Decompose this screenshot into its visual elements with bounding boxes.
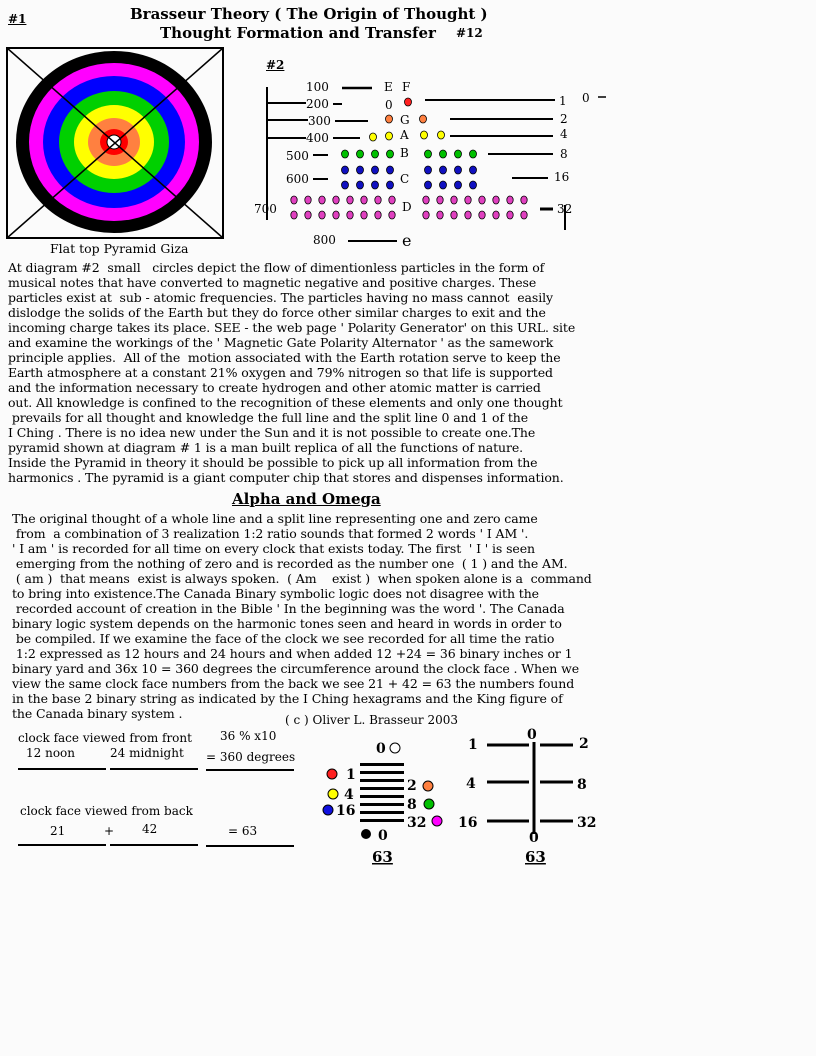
hex-left-4: 4 [344, 787, 354, 803]
text-line: ' I am ' is recorded for all time on every clock that exists today. The first ' I ' is seen [12, 541, 535, 556]
king-left-16: 16 [458, 815, 478, 831]
note-0: 0 [385, 98, 393, 112]
king-total: 63 [525, 848, 546, 866]
text-line: harmonics . The pyramid is a giant computer chip that stores and dispenses information. [8, 470, 564, 485]
note-C: C [400, 172, 410, 186]
label-600: 600 [286, 172, 309, 186]
clock-back-label: clock face viewed from back [20, 804, 193, 818]
king-right-2: 2 [579, 736, 589, 752]
king-right-8: 8 [577, 777, 587, 793]
hex-left-16: 16 [336, 803, 356, 819]
section-heading: Alpha and Omega [232, 490, 381, 508]
text-line: from a combination of 3 realization 1:2 ratio sounds that formed 2 words ' I AM '. [12, 526, 529, 541]
clock-back-plus: + [104, 824, 115, 838]
right-label-1: 1 [559, 94, 567, 108]
text-line: recorded account of creation in the Bible ' In the beginning was the word '. The Canada [12, 601, 565, 616]
hex-total: 63 [372, 848, 393, 866]
text-line: ( am ) that means exist is always spoken. ( Am exist ) when spoken alone is a command [12, 571, 592, 586]
clock-back-42: 42 [142, 822, 158, 836]
king-left-4: 4 [466, 776, 476, 792]
right-label-2: 2 [560, 112, 568, 126]
text-line: emerging from the nothing of zero and is recorded as the number one ( 1 ) and the AM. [12, 556, 568, 571]
text-line: 1:2 expressed as 12 hours and 24 hours and when added 12 +24 = 36 binary inches or 1 [12, 646, 573, 661]
note-F: F [402, 80, 411, 94]
label-700: 700 [254, 202, 277, 216]
paragraph-2 [12, 511, 592, 721]
page-subtitle: Thought Formation and Transfer [160, 24, 436, 42]
clock-midnight: 24 midnight [110, 746, 184, 760]
label-500: 500 [286, 149, 309, 163]
hex-right-8: 8 [407, 797, 417, 813]
note-B: B [400, 146, 409, 160]
text-line: pyramid shown at diagram # 1 is a man built replica of all the functions of nature. [8, 440, 523, 455]
label-200: 200 [306, 97, 329, 111]
hex-right-2: 2 [407, 778, 417, 794]
text-line: Earth atmosphere at a constant 21% oxygen and 79% nitrogen so that life is supported [8, 365, 553, 380]
king-bottom-0: 0 [529, 830, 539, 846]
text-line: binary logic system depends on the harmonic tones seen and heard in words in order to [12, 616, 562, 631]
hex-left-1: 1 [346, 767, 356, 783]
text-line: principle applies. All of the motion associated with the Earth rotation serve to keep the [8, 350, 561, 365]
diagram1-tag: #1 [8, 12, 27, 26]
clock-noon: 12 noon [26, 746, 75, 760]
title-tag: #12 [456, 26, 483, 40]
text-line: I Ching . There is no idea new under the Sun and it is not possible to create one.The [8, 425, 536, 440]
hex-bottom-0: 0 [378, 828, 388, 844]
text-line: musical notes that have converted to magnetic negative and positive charges. These [8, 275, 537, 290]
note-E: E [384, 80, 393, 94]
text-line: and the information necessary to create hydrogen and other atomic matter is carried [8, 380, 541, 395]
note-D: D [402, 200, 412, 214]
note-e: e [402, 231, 412, 250]
right-label-8: 8 [560, 147, 568, 161]
clock-back-21: 21 [50, 824, 66, 838]
paragraph-1 [8, 260, 575, 485]
text-line: view the same clock face numbers from the back we see 21 + 42 = 63 the numbers found [12, 676, 575, 691]
label-100: 100 [306, 80, 329, 94]
diagram2-tag: #2 [266, 58, 285, 72]
text-line: be compiled. If we examine the face of the clock we see recorded for all time the ratio [12, 631, 555, 646]
text-line: binary yard and 36x 10 = 360 degrees the circumference around the clock face . When we [12, 661, 580, 676]
text-line: in the base 2 binary string as indicated by the I Ching hexagrams and the King figure of [12, 691, 563, 706]
label-300: 300 [308, 114, 331, 128]
text-line: Inside the Pyramid in theory it should be possible to pick up all information from the [8, 455, 538, 470]
label-800: 800 [313, 233, 336, 247]
note-A: A [400, 128, 409, 142]
hexagram-diagram [318, 736, 448, 868]
text-line: dislodge the solids of the Earth but they do force other similar charges to exit and the [8, 305, 546, 320]
king-left-1: 1 [468, 737, 478, 753]
copyright: ( c ) Oliver L. Brasseur 2003 [285, 713, 459, 727]
text-line: incoming charge takes its place. SEE - the web page ' Polarity Generator' on this URL. site [8, 320, 576, 335]
king-right-32: 32 [577, 815, 597, 831]
text-line: and examine the workings of the ' Magnetic Gate Polarity Alternator ' as the samework [8, 335, 554, 350]
note-G: G [400, 113, 410, 127]
text-line: to bring into existence.The Canada Binary symbolic logic does not disagree with the [12, 586, 539, 601]
king-top-0: 0 [527, 727, 537, 743]
pyramid-caption: Flat top Pyramid Giza [50, 241, 189, 256]
clock-front-label: clock face viewed from front [18, 731, 192, 745]
clock-back-63: = 63 [228, 824, 258, 838]
right-label-32: 32 [557, 202, 573, 216]
right-label-0: 0 [582, 91, 590, 105]
king-figure-diagram [455, 724, 605, 869]
text-line: the Canada binary system . [12, 706, 183, 721]
pyramid-diagram [6, 47, 226, 241]
frequency-scale-diagram [250, 75, 610, 250]
text-line: prevails for all thought and knowledge the full line and the split line 0 and 1 of the [8, 410, 529, 425]
clock-front-factor: 36 % x10 [220, 729, 277, 743]
text-line: particles exist at sub - atomic frequencies. The particles having no mass cannot easily [8, 290, 553, 305]
text-line: The original thought of a whole line and a split line representing one and zero came [12, 511, 538, 526]
clock-degrees: = 360 degrees [206, 750, 296, 764]
text-line: At diagram #2 small circles depict the flow of dimentionless particles in the form of [8, 260, 545, 275]
text-line: out. All knowledge is confined to the recognition of these elements and only one thought [8, 395, 563, 410]
right-label-4: 4 [560, 127, 568, 141]
page-title: Brasseur Theory ( The Origin of Thought ) [130, 5, 488, 23]
hex-right-32: 32 [407, 815, 427, 831]
label-400: 400 [306, 131, 329, 145]
hex-top-0: 0 [376, 741, 386, 757]
right-label-16: 16 [554, 170, 570, 184]
